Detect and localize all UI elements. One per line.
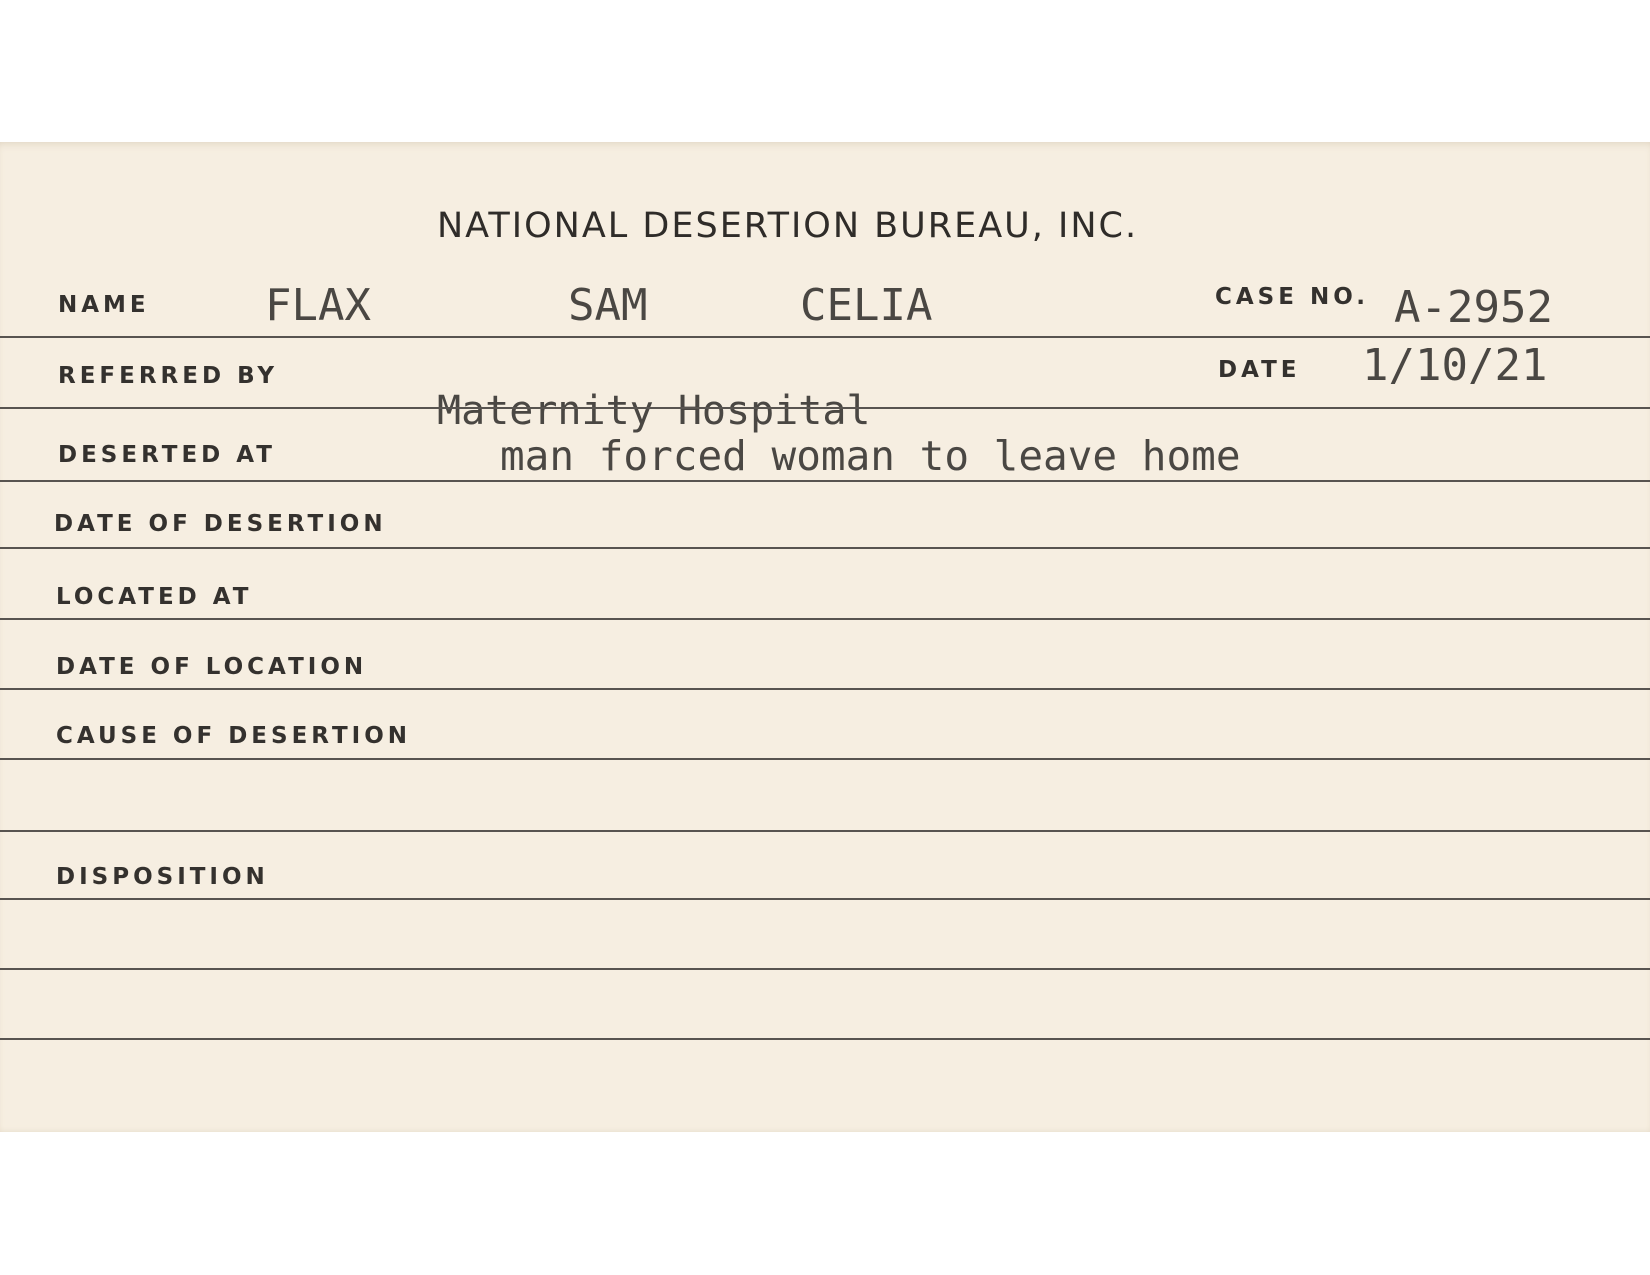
rule-date-of-desertion bbox=[0, 547, 1650, 549]
rule-cause-of-desertion bbox=[0, 758, 1650, 760]
husband-name-value: SAM bbox=[568, 280, 648, 331]
surname-value: FLAX bbox=[265, 280, 371, 331]
rule-blank-1 bbox=[0, 830, 1650, 832]
card-title: NATIONAL DESERTION BUREAU, INC. bbox=[437, 206, 1139, 246]
referred-by-value: Maternity Hospital bbox=[437, 388, 871, 434]
deserted-at-label: DESERTED AT bbox=[58, 442, 276, 468]
rule-located-at bbox=[0, 618, 1650, 620]
case-no-value: A-2952 bbox=[1394, 282, 1553, 333]
located-at-label: LOCATED AT bbox=[56, 584, 253, 610]
date-value: 1/10/21 bbox=[1362, 340, 1548, 391]
rule-name bbox=[0, 336, 1650, 338]
wife-name-value: CELIA bbox=[800, 280, 933, 331]
rule-blank-3 bbox=[0, 1038, 1650, 1040]
date-label: DATE bbox=[1218, 357, 1301, 383]
case-no-label: CASE NO. bbox=[1215, 284, 1369, 310]
rule-disposition bbox=[0, 898, 1650, 900]
disposition-label: DISPOSITION bbox=[56, 864, 269, 890]
rule-blank-2 bbox=[0, 968, 1650, 970]
rule-referred-by bbox=[0, 407, 1650, 409]
date-of-desertion-label: DATE OF DESERTION bbox=[54, 511, 387, 537]
deserted-at-value: man forced woman to leave home bbox=[500, 432, 1241, 480]
rule-date-of-location bbox=[0, 688, 1650, 690]
rule-deserted-at bbox=[0, 480, 1650, 482]
cause-of-desertion-label: CAUSE OF DESERTION bbox=[56, 723, 412, 749]
date-of-location-label: DATE OF LOCATION bbox=[56, 654, 368, 680]
referred-by-label: REFERRED BY bbox=[58, 363, 279, 389]
record-card bbox=[0, 142, 1650, 1132]
name-label: NAME bbox=[58, 292, 150, 318]
